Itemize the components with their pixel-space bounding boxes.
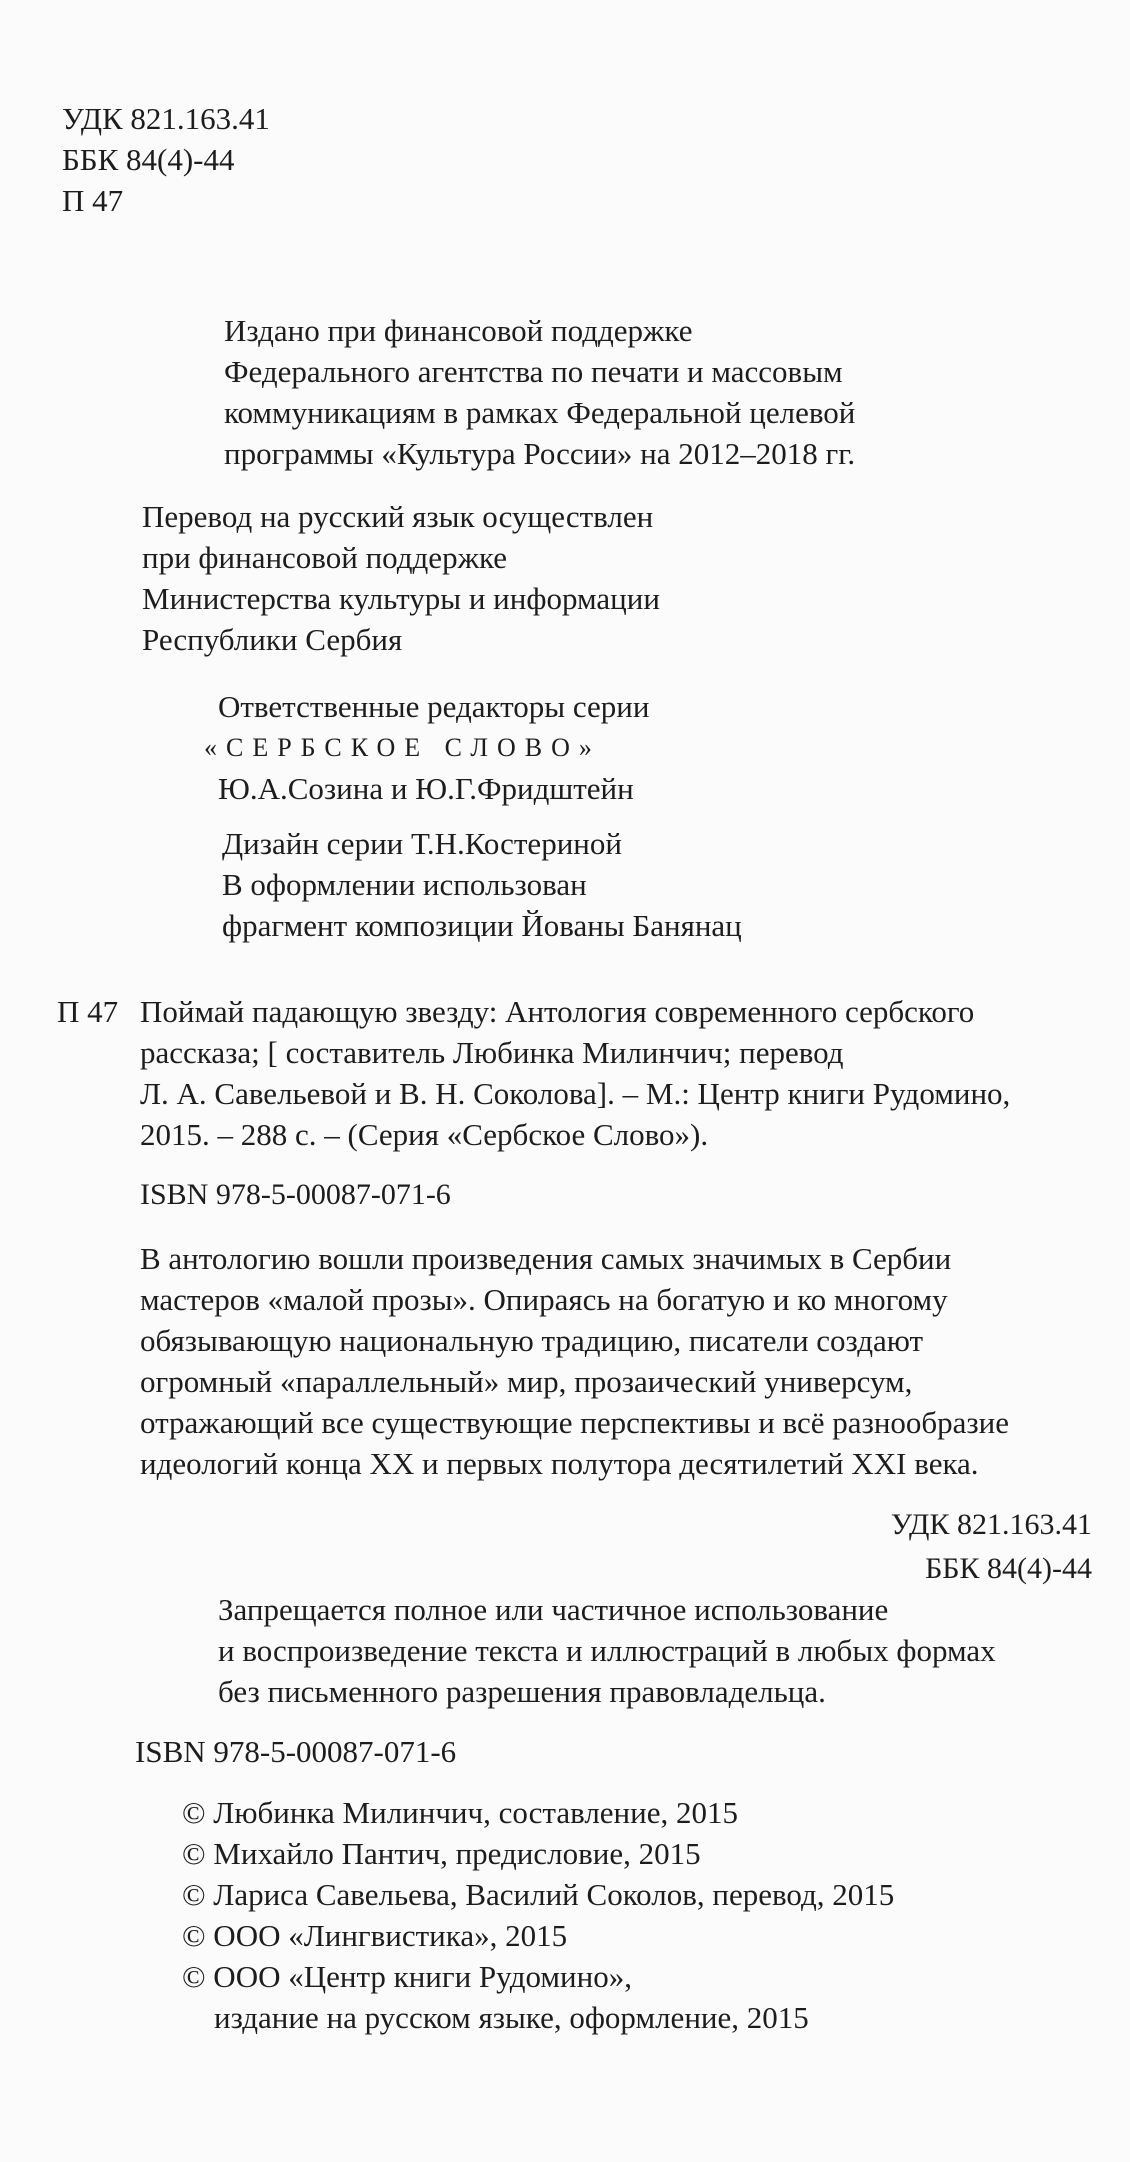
annotation-line: мастеров «малой прозы». Опираясь на богатую и ко многому — [140, 1282, 948, 1317]
copyright-line: © Лариса Савельева, Василий Соколов, перевод, 2015 — [182, 1877, 895, 1912]
design-line: фрагмент композиции Йованы Банянац — [222, 908, 742, 943]
support-line: Федерального агентства по печати и массовым — [224, 354, 843, 389]
translation-notice — [142, 496, 660, 660]
copyright-line: издание на русском языке, оформление, 2015 — [214, 2000, 809, 2035]
header-codes — [62, 98, 270, 221]
catalog-isbn: ISBN 978-5-00087-071-6 — [140, 1178, 451, 1211]
translation-line: при финансовой поддержке — [142, 540, 508, 575]
design-line: В оформлении использован — [222, 867, 587, 902]
catalog-line: рассказа; [ составитель Любинка Милинчич; перевод — [140, 1035, 844, 1070]
support-notice — [224, 310, 855, 474]
rights-line: и воспроизведение текста и иллюстраций в любых формах — [218, 1633, 996, 1668]
annotation-line: В антологию вошли произведения самых значимых в Сербии — [140, 1241, 952, 1276]
design-credits — [222, 823, 742, 946]
header-bbk: ББК 84(4)-44 — [62, 142, 235, 177]
copyright-line: © ООО «Лингвистика», 2015 — [182, 1918, 568, 1953]
editors-names: Ю.А.Созина и Ю.Г.Фридштейн — [218, 771, 634, 806]
support-line: коммуникациям в рамках Федеральной целевой — [224, 395, 856, 430]
annotation-line: отражающий все существующие перспективы и всё разнообразие — [140, 1405, 1010, 1440]
header-code: П 47 — [62, 183, 124, 218]
support-line: программы «Культура России» на 2012–2018 гг. — [224, 436, 856, 471]
footer-bbk: ББК 84(4)-44 — [925, 1552, 1092, 1585]
copyright-list — [182, 1792, 894, 2038]
catalog-line: 2015. – 288 с. – (Серия «Сербское Слово»). — [140, 1117, 709, 1152]
isbn-bottom: ISBN 978-5-00087-071-6 — [135, 1734, 457, 1769]
translation-line: Перевод на русский язык осуществлен — [142, 499, 654, 534]
support-line: Издано при финансовой поддержке — [224, 313, 693, 348]
annotation-line: обязывающую национальную традицию, писатели создают — [140, 1323, 924, 1358]
copyright-line: © ООО «Центр книги Рудомино», — [182, 1959, 632, 1994]
translation-line: Министерства культуры и информации — [142, 581, 660, 616]
translation-line: Республики Сербия — [142, 622, 403, 657]
editors-heading: Ответственные редакторы серии — [218, 689, 650, 724]
copyright-line: © Любинка Милинчич, составление, 2015 — [182, 1795, 738, 1830]
design-line: Дизайн серии Т.Н.Костериной — [222, 826, 622, 861]
annotation-line: огромный «параллельный» мир, прозаический универсум, — [140, 1364, 913, 1399]
annotation-line: идеологий конца XX и первых полутора десятилетий XXI века. — [140, 1446, 979, 1481]
footer-codes — [700, 1503, 1092, 1591]
series-name: «СЕРБСКОЕ СЛОВО» — [204, 733, 601, 762]
annotation — [140, 1238, 1009, 1484]
rights-line: Запрещается полное или частичное использование — [218, 1592, 889, 1627]
footer-udk: УДК 821.163.41 — [890, 1508, 1092, 1541]
rights-notice — [218, 1589, 996, 1712]
catalog-line: Поймай падающую звезду: Антология современного сербского — [140, 994, 975, 1029]
copyright-line: © Михайло Пантич, предисловие, 2015 — [182, 1836, 701, 1871]
rights-line: без письменного разрешения правовладельца. — [218, 1674, 826, 1709]
header-udk: УДК 821.163.41 — [62, 101, 270, 136]
catalog-record — [140, 991, 1010, 1155]
catalog-line: Л. А. Савельевой и В. Н. Соколова]. – М.: Центр книги Рудомино, — [140, 1076, 1011, 1111]
series-editors — [204, 686, 650, 809]
catalog-code: П 47 — [57, 994, 119, 1029]
